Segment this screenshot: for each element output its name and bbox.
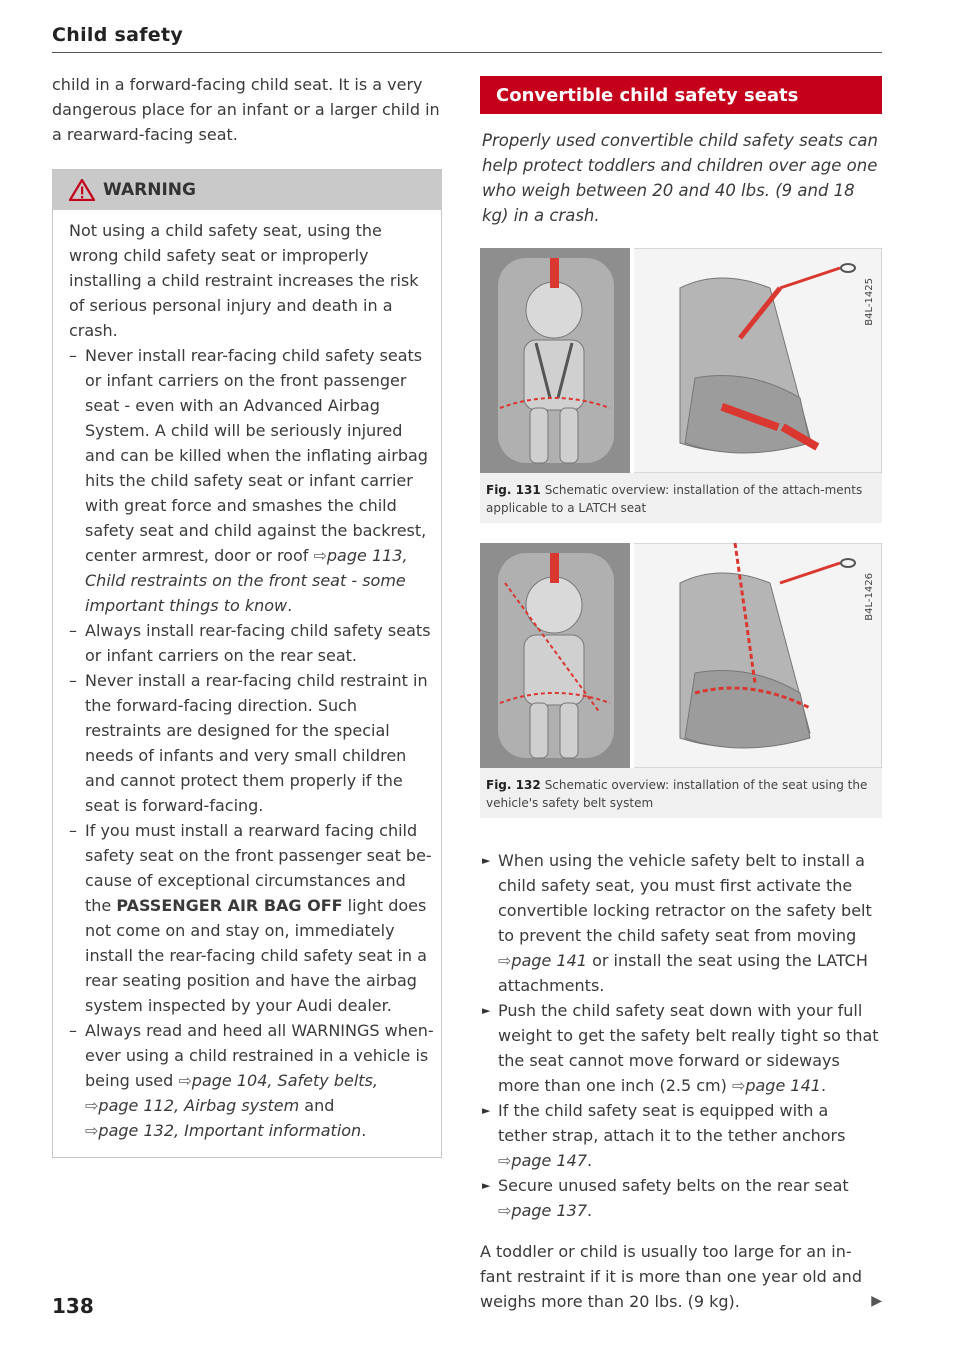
figure-code: B4L-1425 — [864, 278, 875, 326]
reference-arrow-icon: ⇨ — [313, 546, 327, 565]
warning-title: WARNING — [103, 180, 196, 200]
step-bullet-icon: ► — [482, 1004, 491, 1017]
step-bullet-icon: ► — [482, 1104, 491, 1117]
instruction-step: ► Secure unused safety belts on the rear seat ⇨page 137. — [480, 1173, 882, 1223]
page-reference-link[interactable]: page 132, Important information — [98, 1121, 362, 1140]
right-column — [480, 76, 882, 1330]
warning-item: – Always read and heed all WARNINGS when-ever using a child restrained in a vehicle is being used ⇨page 104, Safety belts, ⇨page 112, Airbag system and ⇨page 132, Important information. — [69, 1021, 434, 1140]
page-reference-link[interactable]: page 141 — [745, 1076, 821, 1095]
reference-arrow-icon: ⇨ — [178, 1071, 192, 1090]
section-title-banner: Convertible child safety seats — [480, 76, 882, 114]
reference-arrow-icon: ⇨ — [731, 1076, 746, 1095]
reference-arrow-icon: ⇨ — [498, 1201, 512, 1220]
left-column — [52, 72, 442, 1158]
figure-caption: Fig. 132 Schematic overview: installation of the seat using the vehicle's safety belt system — [486, 778, 868, 810]
warning-item: – Never install a rear-facing child restraint in the forward-facing direction. Such restraints are designed for the special needs of infants and very small children and cannot protect them properly if the seat is forward-facing. — [69, 671, 428, 815]
latch-installation-illustration — [480, 248, 882, 473]
warning-box — [52, 169, 442, 1158]
page-number: 138 — [52, 1294, 94, 1318]
reference-arrow-icon: ⇨ — [498, 951, 512, 970]
child-body — [524, 635, 584, 705]
warning-item: – If you must install a rearward facing child safety seat on the front passenger seat be-cause of exceptional circumstances and the PASSENGER AIR BAG OFF light does not come on and stay on, immediately install the rear-facing child safety seat in a rear seating position and have the airbag system inspected by your Audi dealer. — [69, 821, 432, 1015]
child-body — [524, 340, 584, 410]
figure-code: B4L-1426 — [864, 573, 875, 621]
child-head — [526, 282, 582, 338]
figure-label: Fig. 132 — [486, 778, 541, 792]
safety-belt-installation-illustration — [480, 543, 882, 768]
reference-arrow-icon: ⇨ — [85, 1121, 99, 1140]
instruction-step: ► If the child safety seat is equipped with a tether strap, attach it to the tether anchors ⇨page 147. — [480, 1098, 882, 1173]
continue-arrow-icon: ▶ — [871, 1293, 882, 1309]
figure-caption: Fig. 131 Schematic overview: installation of the attach-ments applicable to a LATCH seat — [486, 483, 863, 515]
warning-triangle-icon — [69, 179, 95, 201]
closing-paragraph: A toddler or child is usually too large for an in-fant restraint if it is more than one year old and weighs more than 20 lbs. (9 kg). ▶ — [480, 1239, 882, 1314]
tether-strap — [550, 553, 559, 583]
page-reference-link[interactable]: page 104, Safety belts, — [191, 1071, 378, 1090]
section-intro: Properly used convertible child safety seats can help protect toddlers and children over age one who weigh between 20 and 40 lbs. (9 and 18 kg) in a crash. — [482, 131, 878, 225]
instruction-step: ► Push the child safety seat down with your full weight to get the safety belt really tight so that the seat cannot move forward or sideways more than one inch (2.5 cm) ⇨page 141. — [480, 998, 882, 1098]
instruction-step: ► When using the vehicle safety belt to install a child safety seat, you must first activate the convertible locking retractor on the safety belt to prevent the child safety seat from moving ⇨page 141 or install the seat using the LATCH attachments. — [480, 848, 882, 998]
figure-label: Fig. 131 — [486, 483, 541, 497]
warning-lead: Not using a child safety seat, using the wrong child safety seat or improperly installing a child restraint increases the risk of serious personal injury and death in a crash. — [69, 221, 419, 340]
page-reference-link[interactable]: page 147 — [511, 1151, 587, 1170]
step-bullet-icon: ► — [482, 1179, 491, 1192]
page-reference-link[interactable]: page 113, Child restraints on the front seat - some important things to know — [85, 546, 408, 615]
page-header-title: Child safety — [52, 24, 184, 46]
figure-131 — [480, 248, 882, 523]
instruction-steps — [480, 848, 882, 1223]
page-reference-link[interactable]: page 112, Airbag system — [98, 1096, 300, 1115]
warning-item: – Never install rear-facing child safety seats or infant carriers on the front passenger seat - even with an Advanced Airbag System. A child will be seriously injured and can be killed when the inflating airbag hits the child safety seat or infant carrier with great force and smashes the child safety seat and child against the backrest, center armrest, door or roof ⇨page 113, Child restraints on the front seat - some important things to know. — [69, 346, 428, 615]
warning-body — [53, 210, 441, 1157]
reference-arrow-icon: ⇨ — [498, 1151, 512, 1170]
intro-paragraph: child in a forward-facing child seat. It is a very dangerous place for an infant or a larger child in a rearward-facing seat. — [52, 75, 440, 144]
tether-strap — [550, 258, 559, 288]
step-bullet-icon: ► — [482, 854, 491, 867]
page-reference-link[interactable]: page 141 — [511, 951, 587, 970]
page-reference-link[interactable]: page 137 — [511, 1201, 587, 1220]
figure-132 — [480, 543, 882, 818]
header-divider — [52, 52, 882, 53]
warning-item: – Always install rear-facing child safety seats or infant carriers on the rear seat. — [69, 621, 431, 665]
airbag-off-label: PASSENGER AIR BAG OFF — [116, 896, 343, 915]
reference-arrow-icon: ⇨ — [85, 1096, 99, 1115]
warning-header — [53, 170, 441, 210]
